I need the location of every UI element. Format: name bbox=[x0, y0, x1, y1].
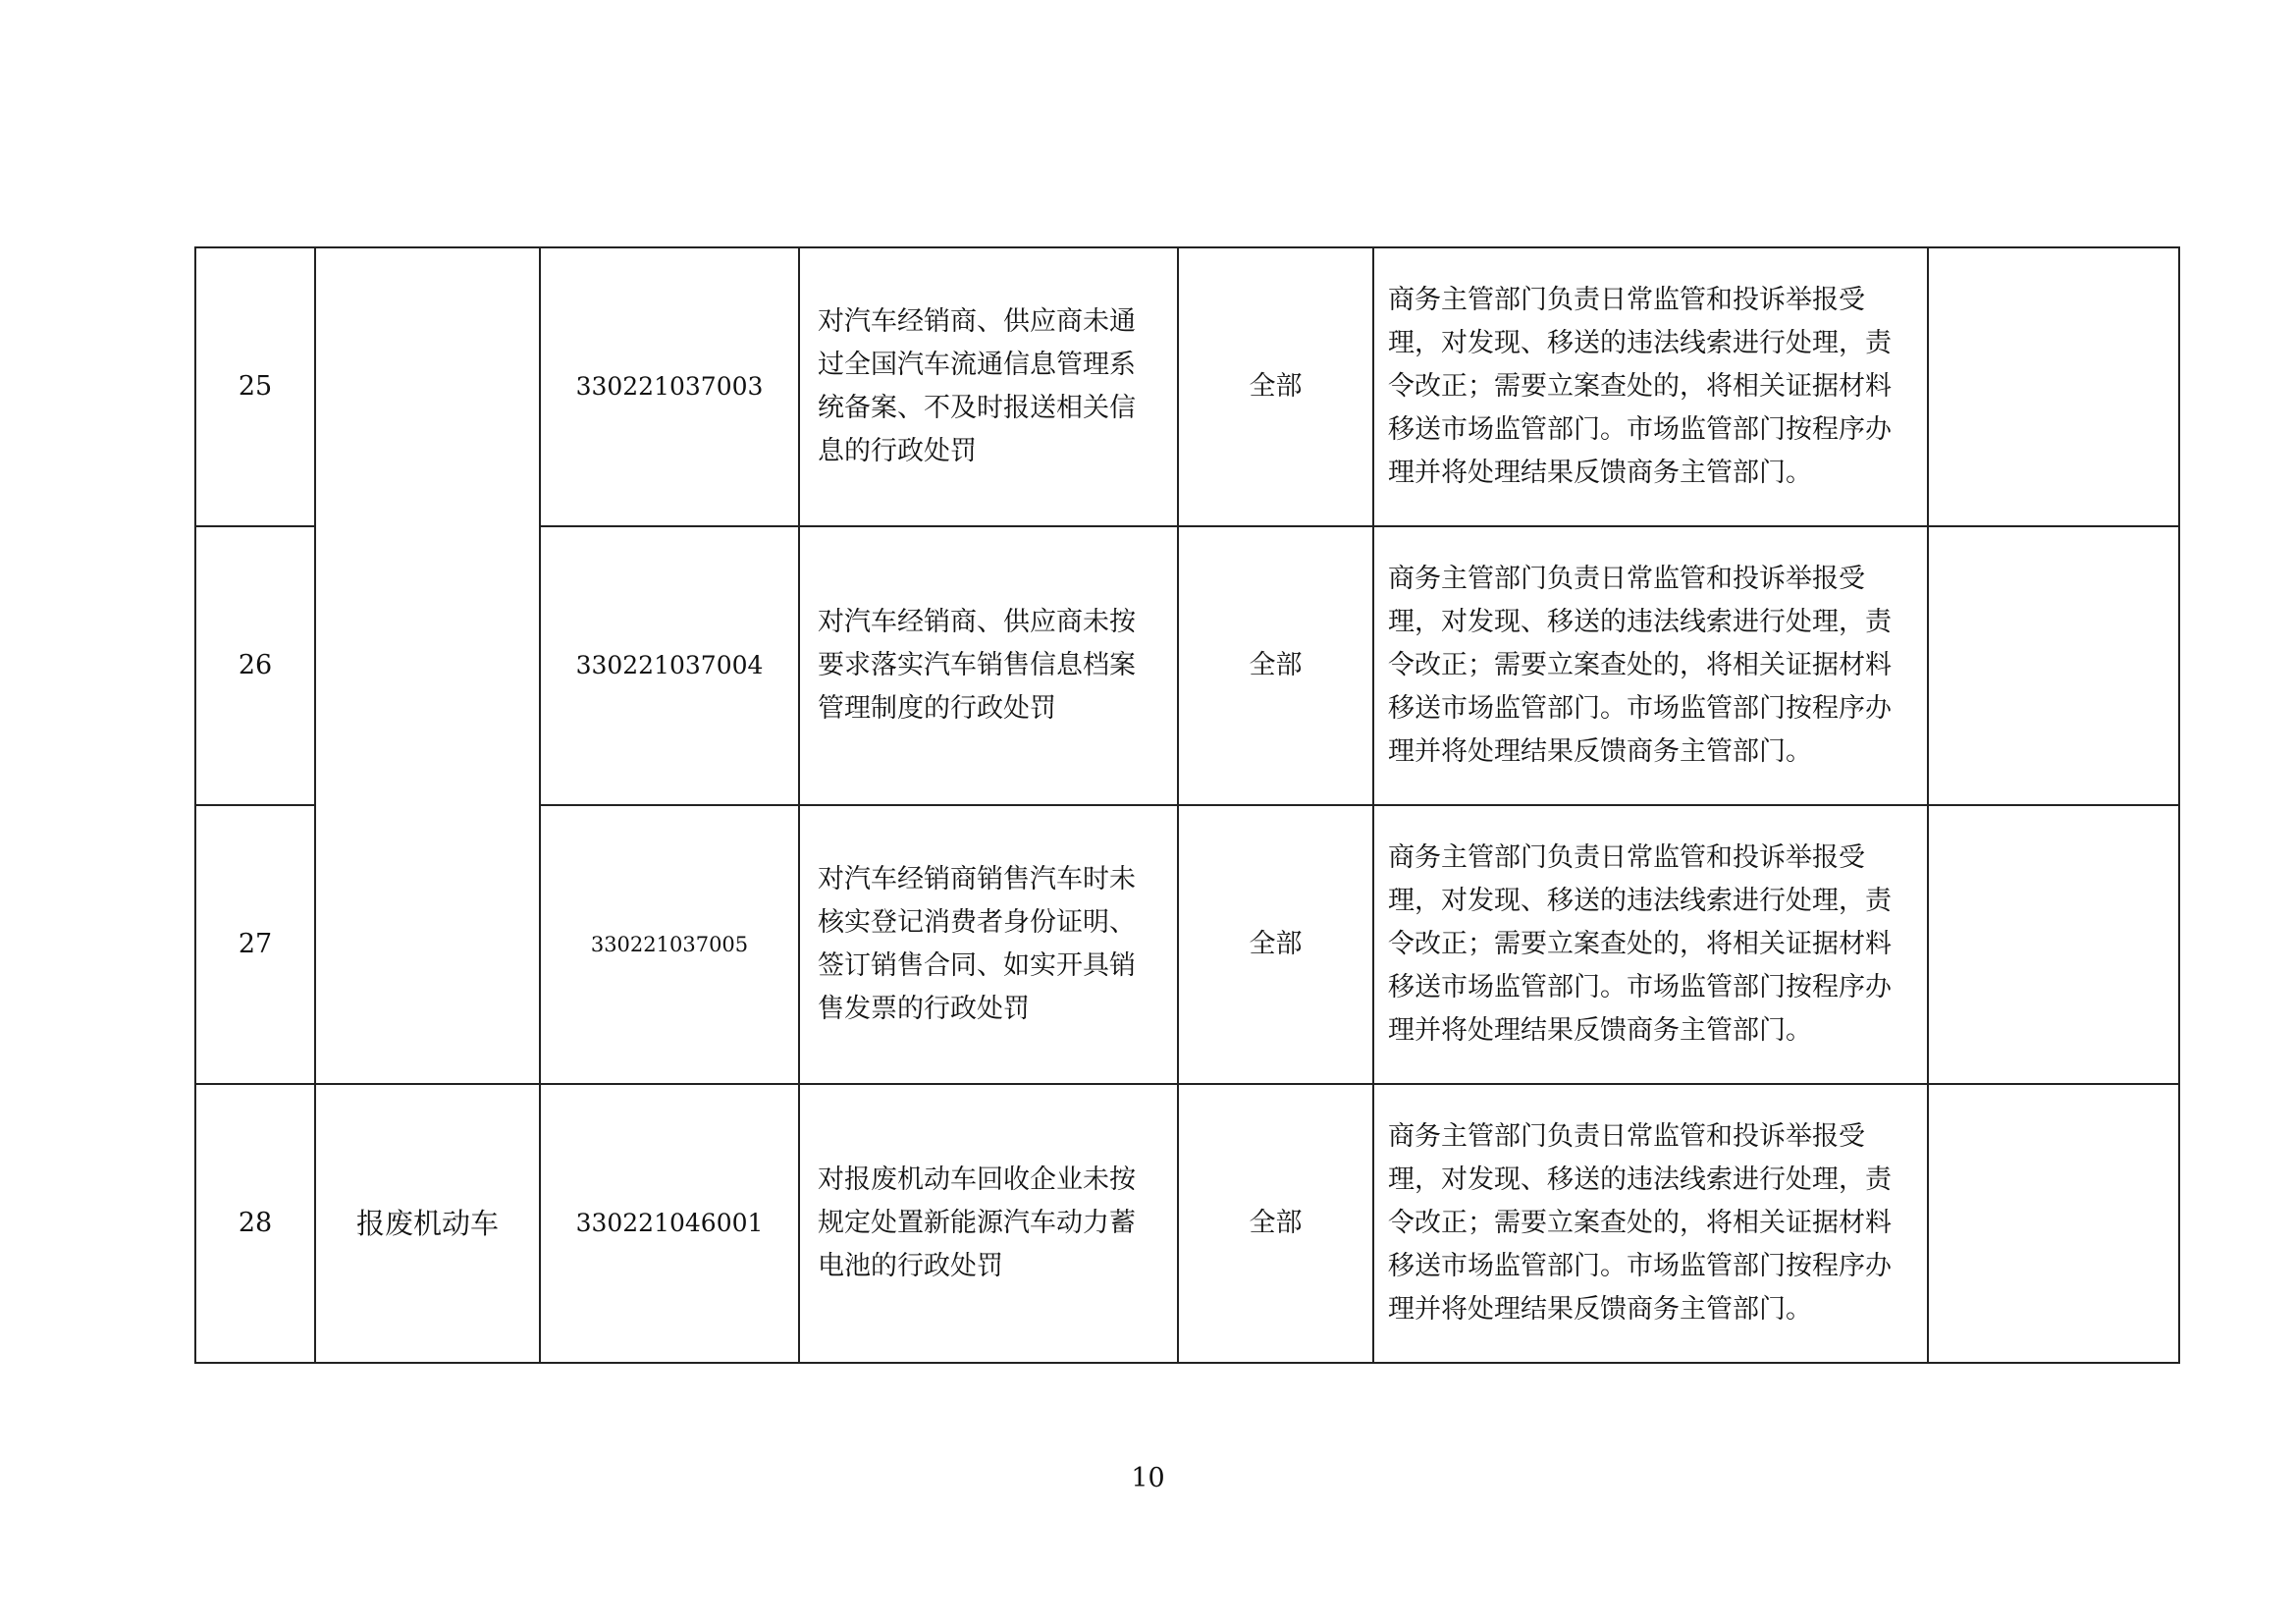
note-cell bbox=[1928, 1084, 2179, 1363]
scope-cell: 全部 bbox=[1178, 805, 1373, 1084]
item-name: 对汽车经销商、供应商未按要求落实汽车销售信息档案管理制度的行政处罚 bbox=[799, 526, 1178, 805]
note-cell bbox=[1928, 526, 2179, 805]
scope-cell: 全部 bbox=[1178, 1084, 1373, 1363]
row-number: 26 bbox=[195, 526, 315, 805]
category-cell: 报废机动车 bbox=[315, 1084, 540, 1363]
scope-cell: 全部 bbox=[1178, 247, 1373, 526]
item-code: 330221037005 bbox=[540, 805, 799, 1084]
responsibility-cell: 商务主管部门负责日常监管和投诉举报受理，对发现、移送的违法线索进行处理，责令改正；需要立案查处的，将相关证据材料移送市场监管部门。市场监管部门按程序办理并将处理结果反馈商务主管部门。 bbox=[1373, 526, 1928, 805]
responsibility-cell: 商务主管部门负责日常监管和投诉举报受理，对发现、移送的违法线索进行处理，责令改正；需要立案查处的，将相关证据材料移送市场监管部门。市场监管部门按程序办理并将处理结果反馈商务主管部门。 bbox=[1373, 1084, 1928, 1363]
table-row bbox=[195, 247, 2179, 526]
scope-cell: 全部 bbox=[1178, 526, 1373, 805]
row-number: 28 bbox=[195, 1084, 315, 1363]
item-name: 对汽车经销商销售汽车时未核实登记消费者身份证明、签订销售合同、如实开具销售发票的行政处罚 bbox=[799, 805, 1178, 1084]
item-code: 330221046001 bbox=[540, 1084, 799, 1363]
item-name: 对报废机动车回收企业未按规定处置新能源汽车动力蓄电池的行政处罚 bbox=[799, 1084, 1178, 1363]
note-cell bbox=[1928, 247, 2179, 526]
enforcement-table bbox=[194, 246, 2180, 1364]
responsibility-cell: 商务主管部门负责日常监管和投诉举报受理，对发现、移送的违法线索进行处理，责令改正；需要立案查处的，将相关证据材料移送市场监管部门。市场监管部门按程序办理并将处理结果反馈商务主管部门。 bbox=[1373, 247, 1928, 526]
table-row bbox=[195, 1084, 2179, 1363]
item-name: 对汽车经销商、供应商未通过全国汽车流通信息管理系统备案、不及时报送相关信息的行政处罚 bbox=[799, 247, 1178, 526]
page-number: 10 bbox=[1131, 1463, 1165, 1493]
item-code: 330221037004 bbox=[540, 526, 799, 805]
row-number: 25 bbox=[195, 247, 315, 526]
note-cell bbox=[1928, 805, 2179, 1084]
responsibility-cell: 商务主管部门负责日常监管和投诉举报受理，对发现、移送的违法线索进行处理，责令改正；需要立案查处的，将相关证据材料移送市场监管部门。市场监管部门按程序办理并将处理结果反馈商务主管部门。 bbox=[1373, 805, 1928, 1084]
item-code: 330221037003 bbox=[540, 247, 799, 526]
row-number: 27 bbox=[195, 805, 315, 1084]
category-cell bbox=[315, 247, 540, 1084]
